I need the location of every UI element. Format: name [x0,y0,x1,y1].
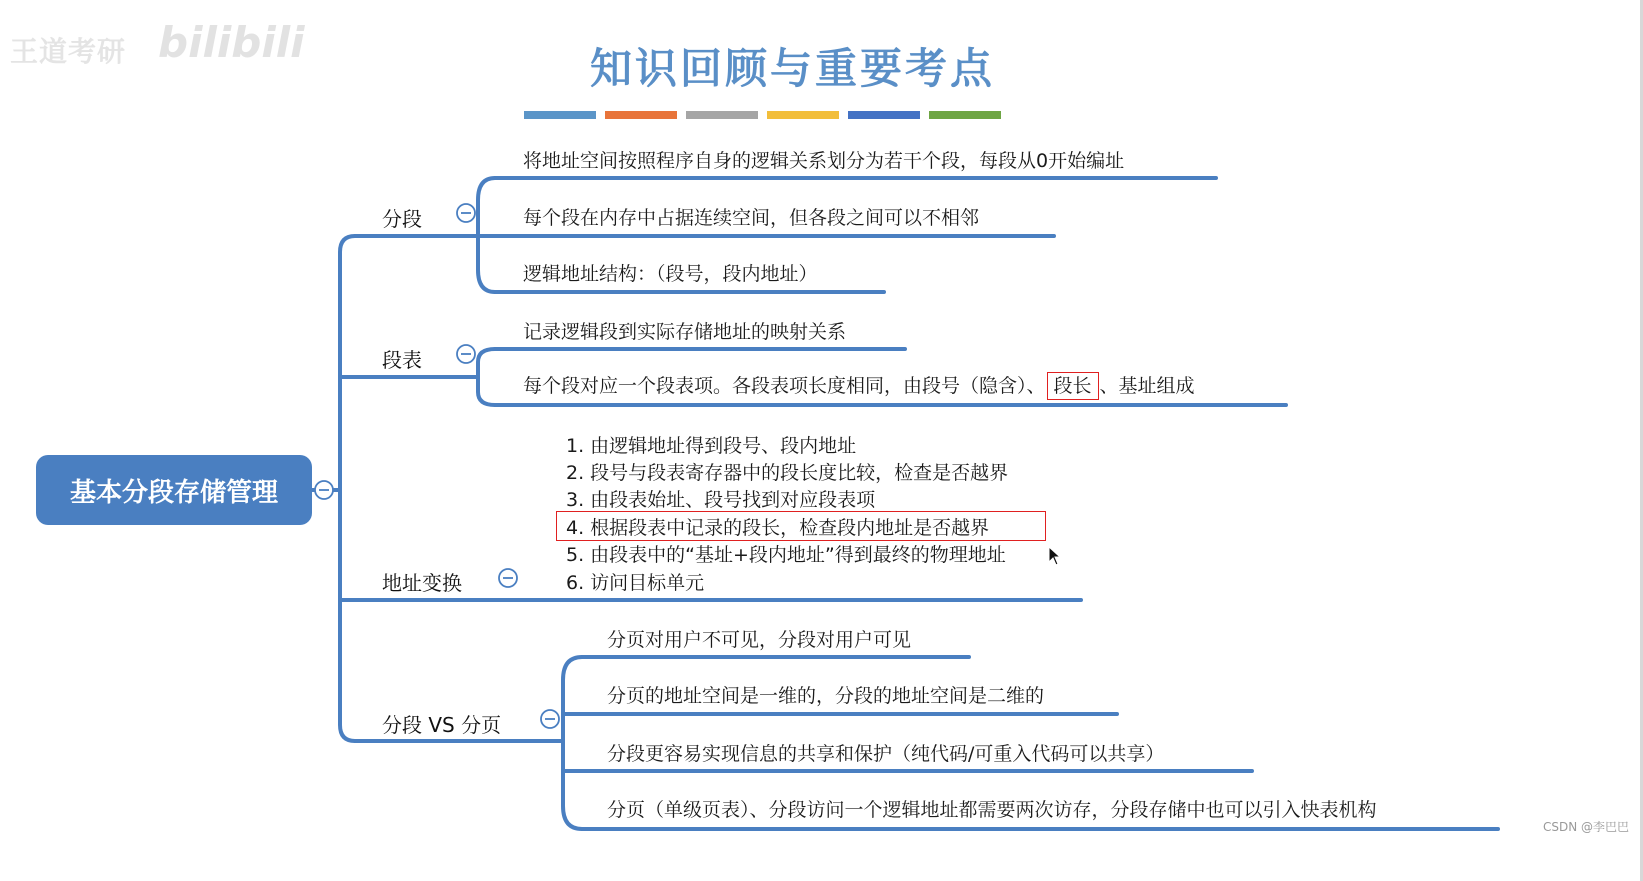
watermark-text: 王道考研 [10,35,127,68]
translate-step: 5. 由段表中的“基址+段内地址”得到最终的物理地址 [566,544,1006,566]
credit-text: CSDN @李巴巴 [1542,820,1629,834]
page-title: 知识回顾与重要考点 [590,44,996,93]
segment-leaf: 每个段在内存中占据连续空间，但各段之间可以不相邻 [523,207,980,229]
bilibili-logo: bilibili [158,18,305,67]
compare-leaf: 分页（单级页表）、分段访问一个逻辑地址都需要两次访存，分段存储中也可以引入快表机构 [607,799,1377,821]
segment-leaf: 将地址空间按照程序自身的逻辑关系划分为若干个段，每段从0开始编址 [523,150,1125,172]
table-leaf-text: 每个段对应一个段表项。各段表项长度相同，由段号（隐含） [523,375,1027,397]
compare-leaf: 分段更容易实现信息的共享和保护（纯代码/可重入代码可以共享） [607,743,1165,765]
branch-table-label[interactable]: 段表 [382,348,422,372]
collapse-icon-table[interactable] [457,345,475,363]
collapse-icon-segment[interactable] [457,204,475,222]
translate-step: 1. 由逻辑地址得到段号、段内地址 [566,435,857,457]
table-leaf-text-end: 、基址组成 [1099,375,1195,397]
table-leaf: 记录逻辑段到实际存储地址的映射关系 [523,321,847,343]
mouse-pointer-icon [1048,546,1062,566]
translate-step: 4. 根据段表中记录的段长，检查段内地址是否越界 [566,517,990,539]
collapse-icon-root[interactable] [315,481,333,499]
collapse-icon-compare[interactable] [541,710,559,728]
highlight-box-step-4 [556,511,1046,541]
segment-leaf: 逻辑地址结构：（段号，段内地址） [523,263,818,285]
translate-step: 2. 段号与段表寄存器中的段长度比较，检查是否越界 [566,462,1009,484]
collapse-icon-translate[interactable] [499,569,517,587]
branch-compare-label[interactable]: 分段 VS 分页 [382,713,502,737]
translate-step: 3. 由段表始址、段号找到对应段表项 [566,489,876,511]
highlight-segment-length: 段长 [1047,372,1099,400]
branch-translate-label[interactable]: 地址变换 [382,571,462,595]
compare-leaf: 分页对用户不可见，分段对用户可见 [607,629,912,651]
table-leaf-2 [523,371,1195,398]
branch-segment-label[interactable]: 分段 [382,207,422,231]
translate-step: 6. 访问目标单元 [566,572,705,594]
compare-leaf: 分页的地址空间是一维的，分段的地址空间是二维的 [607,685,1045,707]
root-node[interactable]: 基本分段存储管理 [36,455,312,525]
table-leaf-sep: 、 [1026,375,1046,397]
